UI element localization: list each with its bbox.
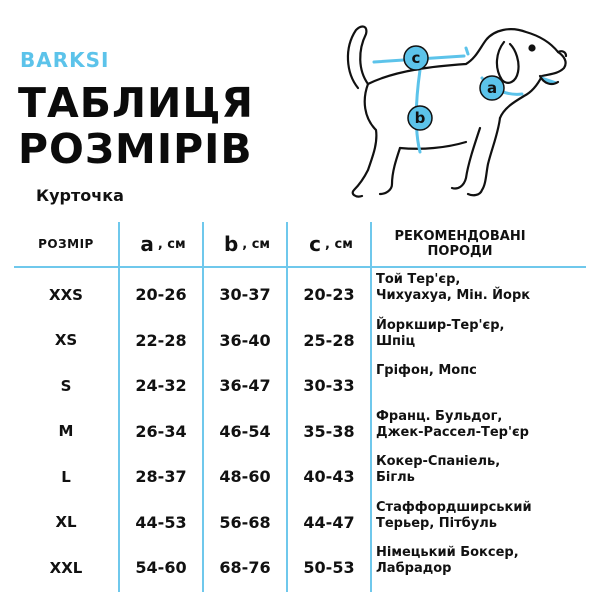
cell-a: 28-37	[135, 467, 187, 487]
page-title	[18, 80, 254, 172]
header-c-unit: , см	[325, 236, 353, 252]
cell-size: S	[60, 376, 72, 395]
measurement-lines	[374, 48, 522, 152]
cell-breeds	[372, 545, 588, 591]
cell-size: L	[61, 467, 71, 486]
cell-a: 20-26	[135, 285, 187, 305]
breed-line-2: Лабрадор	[376, 561, 452, 576]
table-row	[14, 363, 586, 409]
label-b: b	[414, 109, 426, 127]
cell-b: 36-40	[219, 330, 271, 350]
title-line-2: РОЗМІРІВ	[18, 125, 253, 173]
header-b	[206, 222, 288, 266]
table-row	[14, 409, 586, 455]
table-row	[14, 272, 586, 318]
breed-line-1: Той Тер'єр,	[376, 272, 461, 287]
cell-breeds	[372, 363, 588, 409]
table-row	[14, 454, 586, 500]
breed-line-1: Франц. Бульдог,	[376, 408, 503, 424]
label-c: c	[411, 49, 421, 67]
table-body	[14, 272, 586, 591]
breed-line-1: Гріфон, Мопс	[376, 363, 477, 378]
header-a-unit: , см	[157, 236, 186, 252]
cell-a: 24-32	[135, 376, 187, 396]
breed-line-1: Німецький Боксер,	[376, 545, 519, 560]
cell-breeds	[372, 454, 588, 500]
header-c-letter: c	[309, 232, 322, 256]
cell-size: M	[58, 422, 74, 441]
cell-breeds	[372, 318, 588, 364]
label-a: a	[486, 79, 498, 97]
cell-b: 46-54	[219, 421, 271, 441]
cell-c: 40-43	[303, 467, 355, 487]
header-b-letter: b	[223, 232, 239, 256]
cell-b: 56-68	[219, 512, 271, 532]
cell-a: 44-53	[135, 512, 187, 532]
header-breeds-line2: ПОРОДИ	[427, 244, 493, 259]
cell-c: 20-23	[303, 285, 355, 305]
dog-measurement-diagram	[296, 18, 586, 218]
header-b-unit: , см	[242, 236, 271, 252]
breed-line-2: Чихуахуа, Мін. Йорк	[376, 288, 531, 303]
brand-name: BARKSI	[20, 48, 110, 72]
breed-line-2: Бігль	[376, 470, 415, 485]
cell-a: 22-28	[135, 330, 187, 350]
header-c	[290, 222, 372, 266]
header-size: РОЗМІР	[38, 237, 94, 251]
cell-size: XS	[54, 331, 78, 350]
header-breeds	[374, 222, 546, 266]
cell-breeds	[372, 272, 588, 318]
breed-line-1: Стаффордширський	[376, 499, 532, 515]
cell-c: 35-38	[303, 421, 355, 441]
table-row	[14, 318, 586, 364]
breed-line-2: Джек-Рассел-Тер'єр	[376, 424, 529, 440]
cell-b: 68-76	[219, 558, 271, 578]
breed-line-1: Йоркшир-Тер'єр,	[376, 317, 505, 333]
table-header	[14, 222, 586, 266]
size-table	[14, 222, 586, 578]
title-line-1: ТАБЛИЦЯ	[18, 79, 254, 127]
cell-b: 48-60	[219, 467, 271, 487]
cell-size: XXS	[49, 285, 83, 304]
cell-c: 25-28	[303, 330, 355, 350]
breed-line-2: Шпіц	[376, 333, 416, 349]
header-a-letter: a	[140, 232, 154, 256]
breed-line-1: Кокер-Спаніель,	[376, 454, 501, 469]
header-a	[122, 222, 204, 266]
cell-b: 30-37	[219, 285, 271, 305]
cell-c: 44-47	[303, 512, 355, 532]
table-row	[14, 500, 586, 546]
cell-breeds	[372, 409, 588, 455]
cell-b: 36-47	[219, 376, 271, 396]
cell-size: XL	[55, 513, 77, 532]
dog-outline	[348, 27, 566, 197]
cell-c: 50-53	[303, 558, 355, 578]
header-divider	[14, 266, 586, 268]
header-breeds-line1: РЕКОМЕНДОВАНІ	[394, 229, 526, 244]
cell-breeds	[372, 500, 588, 546]
table-row	[14, 545, 586, 591]
cell-a: 26-34	[135, 421, 187, 441]
product-subtitle: Курточка	[36, 186, 124, 205]
cell-c: 30-33	[303, 376, 355, 396]
cell-size: XXL	[49, 558, 83, 577]
breed-line-2: Терьер, Пітбуль	[376, 515, 497, 531]
cell-a: 54-60	[135, 558, 187, 578]
